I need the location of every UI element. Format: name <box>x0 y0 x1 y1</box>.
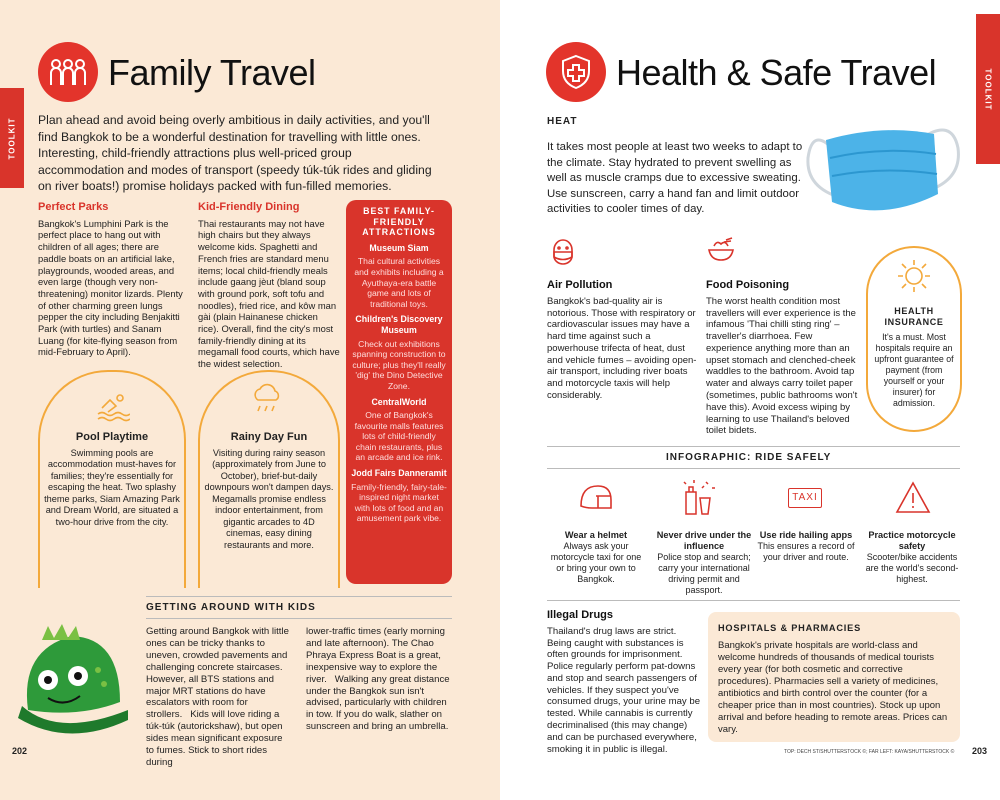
getting-around-col2: lower-traffic times (early morning and late afternoon). The Chao Phraya Express Boat is a great, inexpensive way to explore the river. Walking any great distance under the Bangkok sun isn't advised, particularly with children in tow. If you do walk, slather on sunscreen and bring an umbrella. <box>306 626 450 733</box>
attractions-title: BEST FAMILY-FRIENDLY ATTRACTIONS <box>362 206 436 238</box>
ride-item-title: Never drive under the influence <box>656 530 752 551</box>
sun-icon <box>896 258 932 299</box>
drugs-heading: Illegal Drugs <box>547 609 614 621</box>
rain-cloud-icon <box>250 380 284 423</box>
rainy-text: Visiting during rainy season (approximately from June to October), brief-but-daily downpours won't dampen days. Megamalls promise endless indoor entertainment, from gigantic arcades to 4D cinemas, easy dining restaurants and more. <box>204 447 334 550</box>
ride-safely-item <box>756 530 856 563</box>
divider <box>547 468 960 469</box>
toolkit-tab-right <box>976 14 1000 164</box>
swimmer-icon <box>96 392 130 427</box>
attraction-name: CentralWorld <box>371 396 427 407</box>
intro-paragraph: Plan ahead and avoid being overly ambitious in daily activities, and you'll find Bangkok to be a wonderful destination for travelling with little ones. Interesting, child-friendly attractions plus well-priced group accommodation and modes of transport (speedy túk-túk rides and gliding on river boats!) promise holidays packed with fun-filled memories. <box>38 113 432 193</box>
ride-item-title: Wear a helmet <box>564 530 628 540</box>
attraction-name: Museum Siam <box>369 242 429 253</box>
attraction-text: Check out exhibitions spanning construction to culture; plus they'll really 'dig' the Dino Detective Zone. <box>352 338 446 391</box>
rainy-block <box>204 432 334 551</box>
dining-section <box>198 202 340 370</box>
pool-block <box>44 432 180 528</box>
toolkit-tab-left <box>0 88 24 188</box>
page-title: Family Travel <box>108 52 316 93</box>
divider <box>547 600 960 601</box>
kids-cap-image <box>8 610 136 755</box>
face-mask-image <box>802 118 962 233</box>
pool-text: Swimming pools are accommodation must-haves for families; they're essentially for escaping the heat. Two splashy theme parks, Siam Amazing Park and Dream World, are situated a two-hour drive from the city. <box>44 447 180 527</box>
ride-item-title: Practice motorcycle safety <box>868 530 956 551</box>
air-section <box>547 280 697 402</box>
heat-heading: HEAT <box>547 116 578 127</box>
attraction-text: One of Bangkok's favourite malls features lots of child-friendly chain restaurants, plus an arcade and ice rink. <box>354 410 444 463</box>
page-number: 202 <box>12 746 28 756</box>
drinks-icon <box>680 478 716 523</box>
hospitals-text: Bangkok's private hospitals are world-class and welcome hundreds of thousands of medical tourists every year (for both cosmetic and corrective procedures). Pharmacies sell a variety of medicines, antibiotics and birth control over the counter (for a cheaper price than in most countries). Stock up upon arrival and before heading to remote areas. Prices can vary. <box>718 640 948 735</box>
food-text: The worst health condition most travellers will ever experience is the infamous 'Thai chilli sting ring' – traveller's diarrhoea. Few experience anything more than an upset stomach and clenched-cheek waddles to the bathroom. Avoid tap water and always carry toilet paper (sometimes, public bathrooms won't have this). Avoid excess wiping by learning to use Thailand's beloved toilet bidets. <box>706 295 858 437</box>
parks-section <box>38 202 188 358</box>
attractions-box <box>346 200 452 584</box>
heat-text: It takes most people at least two weeks to adapt to the climate. Stay hydrated to prevent swelling as well as muscle cramps due to excessive sweating. Use sunscreen, carry a hand fan and limit outdoor activities to cooler times of day. <box>547 141 803 216</box>
rainy-title: Rainy Day Fun <box>230 431 308 443</box>
taxi-sign-icon: TAXI <box>788 488 822 508</box>
shield-cross-icon <box>546 42 606 102</box>
parks-heading: Perfect Parks <box>38 201 109 213</box>
dining-heading: Kid-Friendly Dining <box>198 201 300 213</box>
ride-item-text: Scooter/bike accidents are the world's second-highest. <box>865 552 959 584</box>
getting-around-heading: GETTING AROUND WITH KIDS <box>146 602 316 613</box>
attraction-name: Children's Discovery Museum <box>355 314 443 335</box>
air-heading: Air Pollution <box>547 279 613 291</box>
air-text: Bangkok's bad-quality air is notorious. Those with respiratory or cardiovascular issues may have a hard time against such a powerhouse trifecta of heat, dust and vehicle fumes – avoiding open-air transport, including river boats and motorcycle taxis will help considerably. <box>547 295 697 402</box>
ride-item-text: Police stop and search; carry your international driving permit and passport. <box>657 552 751 595</box>
dining-text: Thai restaurants may not have high chairs but they always welcome kids. Spaghetti and French fries are standard menu items; local child-friendly meals include gaang jèut (bland soup with ground pork, soft tofu and noodles), fried rice, and kôw man gài (plain Hainanese chicken rice). Overall, find the city's most family-friendly dining at its megamall food courts, which have the widest selection. <box>198 217 340 370</box>
face-mask-person-icon <box>548 236 578 271</box>
page-number: 203 <box>972 746 988 756</box>
parks-text: Bangkok's Lumphini Park is the perfect place to hang out with children of all ages; there are paddle boats on an artificial lake, playgrounds, wooded areas, and even large (though very non-threatening) monitor lizards. Plenty of other charming green lungs pepper the city including Benjakitti Park (with turtles) and Sanam Luang (for kite-flying season from mid-February to April). <box>38 217 183 358</box>
divider <box>547 446 960 447</box>
hospitals-heading: HOSPITALS & PHARMACIES <box>718 623 861 633</box>
ride-safely-item <box>862 530 962 585</box>
toolkit-tab-label: TOOLKIT <box>983 68 993 110</box>
insurance-block <box>872 306 956 409</box>
infographic-heading: INFOGRAPHIC: RIDE SAFELY <box>666 452 832 463</box>
drugs-text: Thailand's drug laws are strict. Being caught with substances is often grounds for imprisonment. Police regularly perform pat-downs and stop and search passengers of vehicles. If they suspect you've consumed drugs, your urine may be tested. While cannabis is currently decriminalised (this may change) and can be purchased everywhere, smoking it in public is illegal. <box>547 625 701 755</box>
helmet-icon <box>578 482 614 521</box>
insurance-text: It's a must. Most hospitals require an upfront guarantee of payment (from yourself or your insurer) for admission. <box>874 332 954 408</box>
ride-safely-item <box>651 530 757 596</box>
attraction-text: Family-friendly, fairy-tale-inspired night market with lots of food and an amusement park vibe. <box>351 481 447 524</box>
insurance-title: HEALTH INSURANCE <box>884 306 944 327</box>
drugs-section <box>547 610 703 755</box>
divider <box>146 596 452 597</box>
hospitals-box <box>708 612 960 742</box>
page-title: Health & Safe Travel <box>616 52 937 93</box>
ride-safely-item <box>546 530 646 585</box>
bowl-icon <box>706 236 736 271</box>
photo-credit: TOP: DECH ST/SHUTTERSTOCK ©; FAR LEFT: KAYA/SHUTTERSTOCK © <box>784 749 955 755</box>
getting-around-col1: Getting around Bangkok with little ones can be tricky thanks to uneven, crowded pavements and challenging concrete staircases. However, all BTS stations and major MRT stations do have escalators with room for strollers. Kids will love riding a túk-túk (autorickshaw), but open sides mean significant exposure to fumes. Stick to short rides during <box>146 626 289 768</box>
ride-item-text: This ensures a record of your driver and route. <box>757 541 855 562</box>
family-icon <box>38 42 98 102</box>
ride-item-text: Always ask your motorcycle taxi for one or bring your own to Bangkok. <box>550 541 642 584</box>
food-heading: Food Poisoning <box>706 279 790 291</box>
divider <box>146 618 452 619</box>
warning-icon <box>894 480 932 521</box>
food-section <box>706 280 858 437</box>
toolkit-tab-label: TOOLKIT <box>7 117 17 159</box>
pool-title: Pool Playtime <box>75 431 149 443</box>
attraction-name: Jodd Fairs Danneramit <box>351 468 447 479</box>
ride-item-title: Use ride hailing apps <box>759 530 853 540</box>
attraction-text: Thai cultural activities and exhibits including a Ayuthaya-era battle game and lots of traditional toys. <box>354 256 444 309</box>
